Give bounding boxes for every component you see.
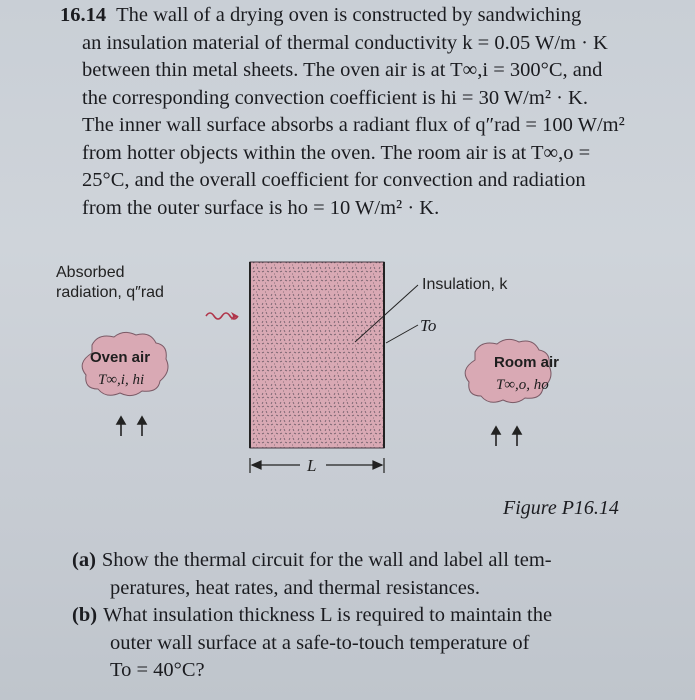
part-a-line-2: peratures, heat rates, and thermal resistances. [110, 576, 480, 599]
part-a-label: (a) [72, 549, 96, 571]
figure-caption: Figure P16.14 [503, 497, 619, 519]
insulation-label: Insulation, k [422, 276, 508, 293]
problem-line-2: an insulation material of thermal conductivity k = 0.05 W/m · K [82, 31, 608, 54]
room-air-vars: T∞,o, ho [496, 377, 549, 393]
oven-flow-arrows [117, 417, 146, 436]
problem-line-4: the corresponding convection coefficient is hi = 30 W/m² · K. [82, 86, 588, 109]
problem-line-7: 25°C, and the overall coefficient for convection and radiation [82, 169, 586, 191]
room-air-cloud [465, 339, 551, 402]
problem-line-5: The inner wall surface absorbs a radiant flux of q″rad = 100 W/m² [82, 114, 625, 136]
part-b-line-1: (b) What insulation thickness L is required to maintain the [72, 604, 553, 626]
problem-line-1: 16.14 The wall of a drying oven is constructed by sandwiching [60, 4, 582, 26]
thickness-dimension [250, 458, 384, 473]
problem-line-3: between thin metal sheets. The oven air is at T∞,i = 300°C, and [82, 59, 603, 81]
problem-line-6: from hotter objects within the oven. The room air is at T∞,o = [82, 141, 591, 164]
oven-air-vars: T∞,i, hi [98, 372, 145, 388]
room-air-title: Room air [494, 354, 560, 371]
part-b-line-3: To = 40°C? [110, 659, 205, 681]
oven-air-title: Oven air [90, 349, 151, 366]
problem-number: 16.14 [60, 4, 107, 26]
part-a-line-1: (a) Show the thermal circuit for the wall and label all tem- [72, 549, 552, 571]
insulation-wall [250, 262, 384, 448]
room-flow-arrows [492, 427, 521, 446]
part-b-label: (b) [72, 604, 98, 626]
outer-temperature-label: To [420, 316, 437, 335]
part-b-line-2: outer wall surface at a safe-to-touch temperature of [110, 631, 530, 654]
question-parts [72, 547, 672, 685]
to-leader [386, 325, 418, 343]
thickness-label: L [307, 456, 317, 475]
absorbed-radiation-label: Absorbed radiation, q″rad [56, 264, 164, 301]
problem-line-8: from the outer surface is ho = 10 W/m² · K. [82, 196, 440, 219]
